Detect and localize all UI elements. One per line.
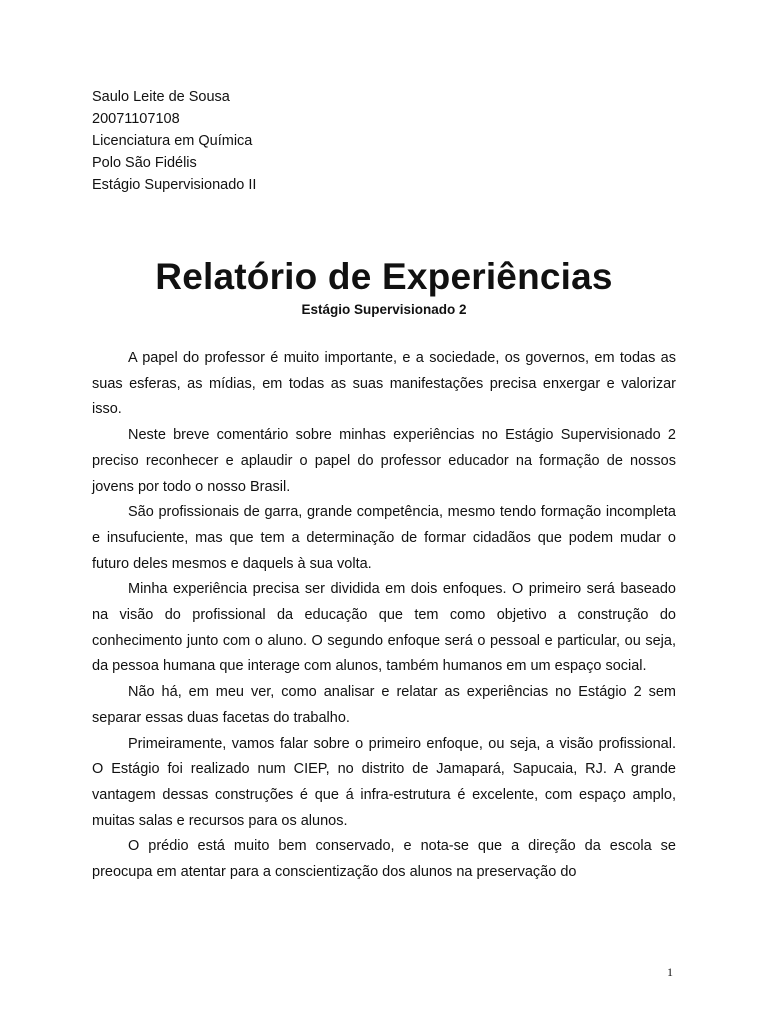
paragraph: A papel do professor é muito importante, e a sociedade, os governos, em todas as suas esferas, as mídias, em todas as suas manifestações precisa enxergar e valorizar isso. [92,350,676,418]
paragraph: O prédio está muito bem conservado, e nota-se que a direção da escola se preocupa em atentar para a conscientização dos alunos na preservação do [92,838,676,881]
document-subtitle: Estágio Supervisionado 2 [301,302,467,317]
paragraph: Primeiramente, vamos falar sobre o primeiro enfoque, ou seja, a visão profissional. O Estágio foi realizado num CIEP, no distrito de Jamapará, Sapucaia, RJ. A grande vantagem dessas construções é que á infra-estrutura é excelente, com espaço amplo, muitas salas e recursos para os alunos. [92,735,676,829]
author-name: Saulo Leite de Sousa [92,89,230,105]
document-title: Relatório de Experiências [155,256,613,297]
paragraph: Neste breve comentário sobre minhas experiências no Estágio Supervisionado 2 preciso reconhecer e aplaudir o papel do professor educador na formação de nossos jovens por todo o nosso Brasil. [92,427,676,495]
discipline-name: Estágio Supervisionado II [92,177,257,193]
document-body [92,346,676,886]
campus-name: Polo São Fidélis [92,155,197,171]
paragraph: São profissionais de garra, grande competência, mesmo tendo formação incompleta e insufuciente, mas que tem a determinação de formar cidadãos que podem mudar o futuro deles mesmos e daquels à sua volta. [92,504,676,572]
course-name: Licenciatura em Química [92,133,253,149]
author-info-block [92,86,492,196]
page-number: 1 [667,965,673,979]
paragraph: Não há, em meu ver, como analisar e relatar as experiências no Estágio 2 sem separar essas duas facetas do trabalho. [92,684,676,726]
paragraph: Minha experiência precisa ser dividida em dois enfoques. O primeiro será baseado na visão do profissional da educação que tem como objetivo a construção do conhecimento junto com o aluno. O segundo enfoque será o pessoal e particular, ou seja, da pessoa humana que interage com alunos, também humanos em um espaço social. [92,581,676,675]
student-id: 20071107108 [92,111,180,127]
